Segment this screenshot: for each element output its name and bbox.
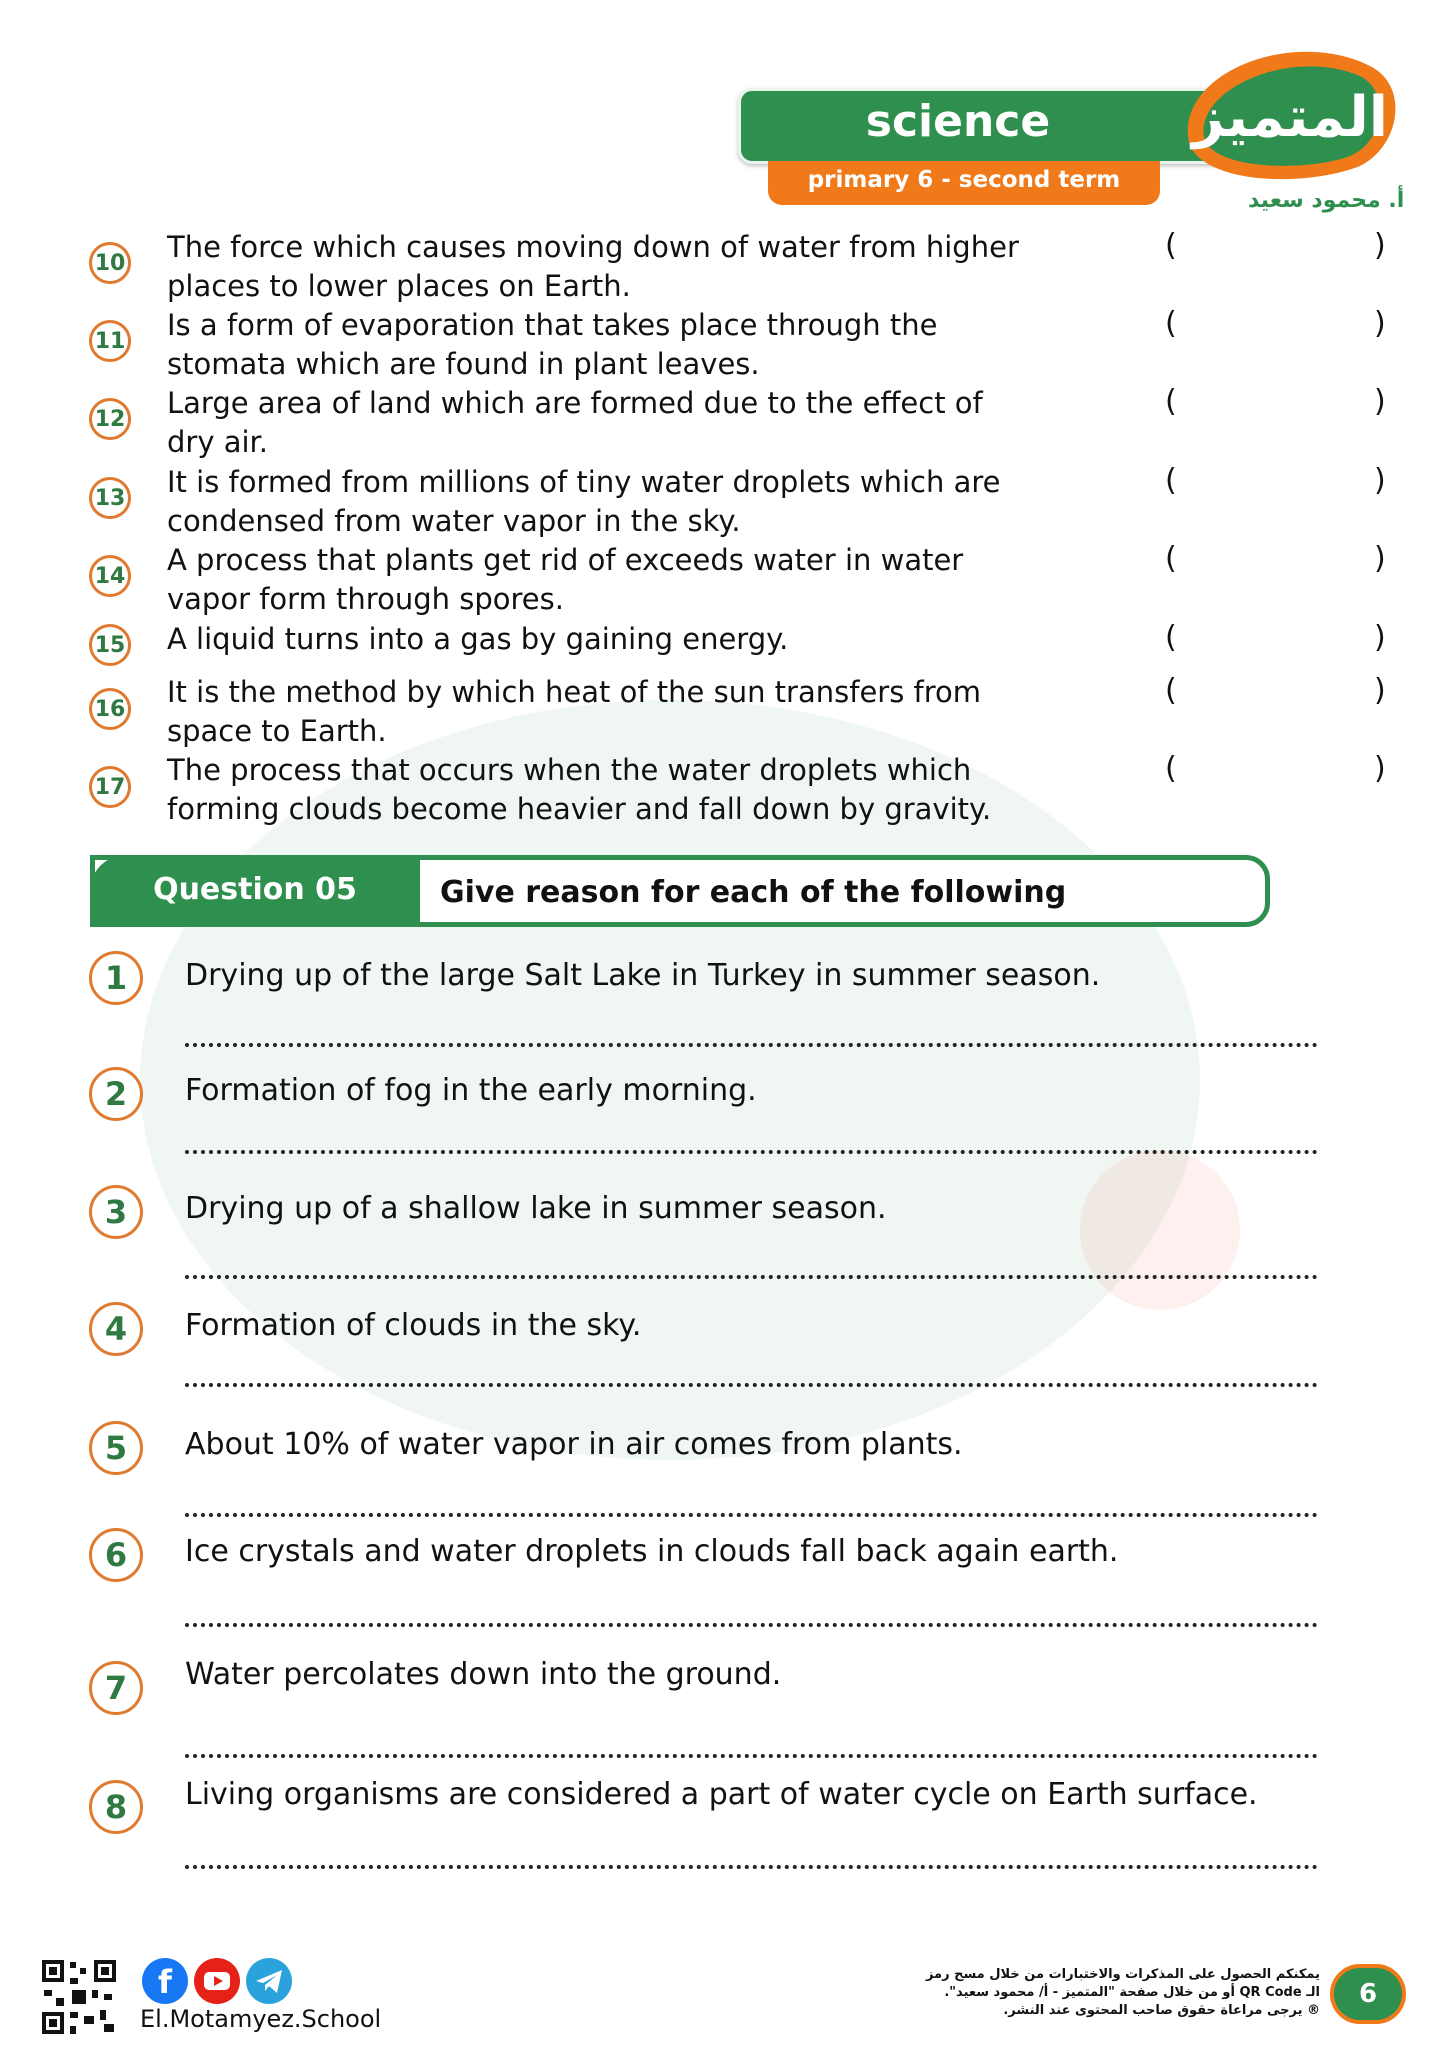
term-definition-line: vapor form through spores. — [167, 582, 564, 616]
reason-prompt: Drying up of the large Salt Lake in Turkey in summer season. — [185, 958, 1101, 993]
facebook-icon[interactable] — [142, 1958, 188, 2004]
question-title: Give reason for each of the following — [440, 875, 1067, 910]
answer-line[interactable] — [185, 1865, 1318, 1869]
subject-title: science — [865, 96, 1051, 147]
answer-blank-close: ) — [1374, 463, 1386, 498]
reason-prompt: About 10% of water vapor in air comes from plants. — [185, 1427, 963, 1462]
reason-number-badge: 5 — [89, 1421, 143, 1475]
term-definition-line: space to Earth. — [167, 714, 387, 748]
svg-text:f: f — [158, 1963, 172, 2001]
footer-notice-line: ® يرجى مراعاة حقوق صاحب المحتوى عند النشر. — [1003, 2003, 1320, 2018]
reason-number-badge: 4 — [89, 1302, 143, 1356]
term-definition-line: A liquid turns into a gas by gaining energy. — [167, 622, 789, 656]
term-definition-line: It is the method by which heat of the sun transfers from — [167, 675, 982, 709]
term-definition-line: A process that plants get rid of exceeds water in water — [167, 543, 964, 577]
term-number-badge: 17 — [89, 766, 131, 808]
term-number-badge: 15 — [89, 624, 131, 666]
term-definition-line: condensed from water vapor in the sky. — [167, 504, 741, 538]
term-number-badge: 10 — [89, 242, 131, 284]
answer-blank-open: ( — [1165, 673, 1177, 708]
reason-number-badge: 6 — [89, 1528, 143, 1582]
reason-number-badge: 8 — [89, 1780, 143, 1834]
reason-number-badge: 1 — [89, 951, 143, 1005]
term-definition-line: places to lower places on Earth. — [167, 269, 631, 303]
answer-line[interactable] — [185, 1383, 1318, 1387]
reason-prompt: Formation of clouds in the sky. — [185, 1308, 642, 1343]
answer-blank-close: ) — [1374, 541, 1386, 576]
answer-blank-open: ( — [1165, 541, 1177, 576]
term-number-badge: 13 — [89, 477, 131, 519]
answer-line[interactable] — [185, 1623, 1318, 1627]
answer-blank-close: ) — [1374, 751, 1386, 786]
answer-blank-close: ) — [1374, 306, 1386, 341]
answer-line[interactable] — [185, 1275, 1318, 1279]
answer-blank-open: ( — [1165, 751, 1177, 786]
term-definition-line: Large area of land which are formed due to the effect of — [167, 386, 983, 420]
answer-blank-open: ( — [1165, 620, 1177, 655]
term-label: primary 6 - second term — [807, 167, 1121, 193]
footer-notice-line: يمكنكم الحصول على المذكرات والاختبارات من خلال مسح رمز — [925, 1967, 1320, 1982]
reason-prompt: Formation of fog in the early morning. — [185, 1073, 757, 1108]
term-definition-line: It is formed from millions of tiny water droplets which are — [167, 465, 1001, 499]
teacher-name: أ. محمود سعيد — [1248, 188, 1405, 213]
term-definition-line: forming clouds become heavier and fall down by gravity. — [167, 792, 992, 826]
reason-prompt: Ice crystals and water droplets in clouds fall back again earth. — [185, 1534, 1119, 1569]
term-definition-line: The process that occurs when the water droplets which — [167, 753, 972, 787]
answer-blank-close: ) — [1374, 228, 1386, 263]
reason-number-badge: 3 — [89, 1185, 143, 1239]
reason-prompt: Living organisms are considered a part of water cycle on Earth surface. — [185, 1777, 1258, 1812]
background-watermark-accent — [1080, 1150, 1240, 1310]
term-definition-line: The force which causes moving down of water from higher — [167, 230, 1019, 264]
reason-number-badge: 2 — [89, 1067, 143, 1121]
answer-blank-close: ) — [1374, 384, 1386, 419]
page-number: 6 — [1330, 1964, 1406, 2024]
term-definition-line: stomata which are found in plant leaves. — [167, 347, 760, 381]
telegram-icon[interactable] — [246, 1958, 292, 2004]
answer-line[interactable] — [185, 1043, 1318, 1047]
reason-number-badge: 7 — [89, 1661, 143, 1715]
answer-line[interactable] — [185, 1754, 1318, 1758]
term-definition-line: Is a form of evaporation that takes place through the — [167, 308, 938, 342]
reason-prompt: Drying up of a shallow lake in summer season. — [185, 1191, 887, 1226]
answer-blank-open: ( — [1165, 384, 1177, 419]
answer-blank-open: ( — [1165, 463, 1177, 498]
term-number-badge: 16 — [89, 688, 131, 730]
youtube-icon[interactable] — [194, 1958, 240, 2004]
term-number-badge: 11 — [89, 320, 131, 362]
brand-logo-text: المتميز — [1192, 85, 1388, 150]
answer-line[interactable] — [185, 1150, 1318, 1154]
answer-line[interactable] — [185, 1513, 1318, 1517]
footer-notice-line: الـ QR Code أو من خلال صفحة "المتميز - أ/ محمود سعيد". — [944, 1985, 1320, 2000]
term-definition-line: dry air. — [167, 425, 269, 459]
term-number-badge: 14 — [89, 555, 131, 597]
qr-code-icon — [40, 1958, 118, 2036]
brand-logo — [1170, 36, 1410, 186]
answer-blank-open: ( — [1165, 228, 1177, 263]
answer-blank-open: ( — [1165, 306, 1177, 341]
answer-blank-close: ) — [1374, 673, 1386, 708]
question-label: Question 05 — [153, 872, 357, 907]
website-label: El.Motamyez.School — [140, 2005, 382, 2033]
term-number-badge: 12 — [89, 398, 131, 440]
footer-notice — [900, 1966, 1320, 2020]
reason-prompt: Water percolates down into the ground. — [185, 1657, 782, 1692]
answer-blank-close: ) — [1374, 620, 1386, 655]
